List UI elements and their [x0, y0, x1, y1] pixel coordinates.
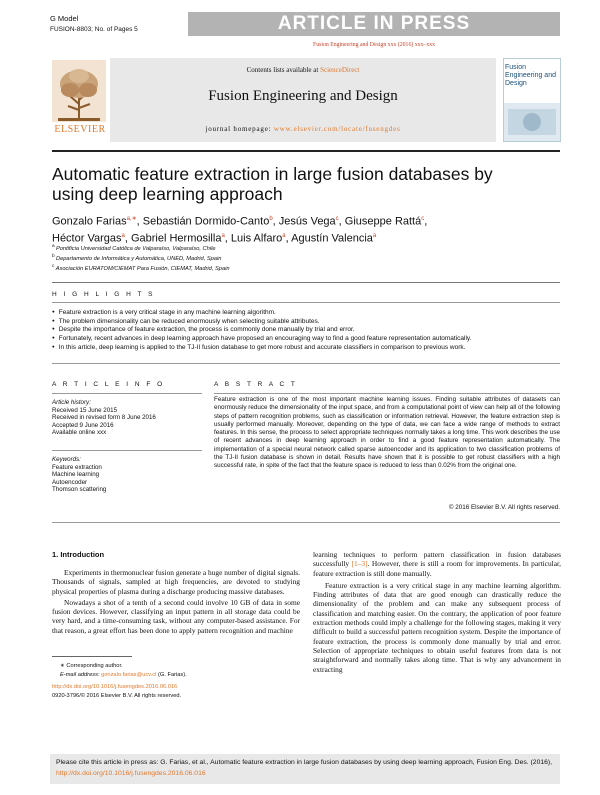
highlights-heading: H I G H L I G H T S — [52, 291, 156, 298]
history-item: Accepted 9 June 2016 — [52, 421, 114, 429]
author-affiliation-marker[interactable]: a — [282, 232, 286, 239]
highlight-item: ● In this article, deep learning is applied to the TJ-II fusion database to get more robust and accurate classifiers in comparison to previous work. — [52, 344, 562, 353]
author-name: Sebastián Dormido-Canto — [142, 215, 270, 228]
email-suffix: (G. Farias). — [156, 671, 187, 678]
body-right-column — [313, 550, 561, 674]
keyword-item: Machine learning — [52, 471, 100, 479]
affiliation-text: Pontificia Universidad Católica de Valparaíso, Valparaíso, Chile — [55, 245, 216, 252]
author-affiliation-marker[interactable]: a — [121, 232, 125, 239]
author-name: Giuseppe Rattá — [344, 215, 422, 228]
affiliation — [52, 263, 502, 273]
affiliations — [52, 243, 502, 273]
abstract-bottom-rule — [52, 522, 560, 523]
g-model-label: G Model — [50, 14, 79, 23]
author-separator: , — [424, 215, 428, 228]
author-separator: , — [224, 232, 231, 245]
affiliation-marker: a — [52, 244, 56, 249]
doi-link[interactable]: http://dx.doi.org/10.1016/j.fusengdes.2016.06.016 — [52, 684, 178, 691]
paragraph-text: . However, there is still a room for improvements. In particular, feature extraction is still done manually. — [313, 559, 561, 578]
body-left-column — [52, 568, 300, 635]
keyword-item: Feature extraction — [52, 463, 102, 471]
abstract-rule — [214, 393, 560, 394]
section-heading-introduction: 1. Introduction — [52, 550, 105, 559]
homepage-line — [110, 125, 496, 133]
highlight-item: ● Feature extraction is a very critical stage in any machine learning algorithm. — [52, 309, 562, 318]
highlights-bottom-rule — [52, 363, 560, 364]
body-paragraph — [313, 550, 561, 578]
author-separator: , — [285, 232, 292, 245]
body-paragraph: Feature extraction is a very critical stage in any machine learning algorithm. Finding attributes of data that are good enough can drastically reduce the dimensionality of the problem and can make any subsequent process of classification and matching easier. On the contrary, the application of poor feature extraction methods could imply a challenge for the following stages, making it very difficult to build a successful pattern recognition system. Despite the importance of feature extraction, the process is commonly done manually by trial and error. Selection of appropriate techniques to obtain useful features from data is not straightforward and normally takes along time. That is why any advancement in extracting — [313, 580, 561, 674]
author-separator: , — [338, 215, 345, 228]
author-affiliation-marker[interactable]: c — [335, 216, 339, 222]
keyword-item: Autoencoder — [52, 478, 88, 486]
author-name: Gabriel Hermosilla — [130, 232, 222, 245]
highlight-item: ● The problem dimensionality can be reduced enormously when selecting suitable attributes. — [52, 318, 562, 327]
email-label: E-mail address: — [60, 671, 102, 678]
history-rule — [52, 450, 202, 451]
author-affiliation-marker[interactable]: a,∗ — [126, 216, 137, 222]
article-history — [52, 399, 202, 437]
affiliation-text: Departamento de Informática y Automática, UNED, Madrid, Spain — [55, 255, 222, 262]
abstract-heading: A B S T R A C T — [214, 381, 298, 388]
reference-link[interactable]: [1–3] — [351, 559, 368, 569]
keywords — [52, 456, 202, 494]
highlights-list — [52, 309, 562, 353]
authors-line-1 — [52, 212, 522, 229]
citation-doi-link[interactable]: http://dx.doi.org/10.1016/j.fusengdes.2016.06.016 — [56, 770, 206, 777]
article-info-heading: A R T I C L E I N F O — [52, 381, 165, 388]
email-link[interactable]: gonzalo.farias@ucv.cl — [101, 671, 157, 678]
author-name: Luis Alfaro — [230, 232, 283, 245]
affiliation — [52, 253, 502, 263]
author-list — [52, 212, 522, 245]
article-in-press-banner: ARTICLE IN PRESS — [188, 12, 560, 36]
author-separator: , — [136, 215, 143, 228]
keywords-label: Keywords: — [52, 456, 81, 463]
issn-line: 0920-3796/© 2016 Elsevier B.V. All rights reserved. — [52, 692, 182, 699]
paragraph-text: learning techniques to perform pattern classification in fusion databases successfully — [313, 550, 561, 569]
affiliation-marker: b — [52, 254, 56, 260]
cover-title: Fusion Engineering and Design — [505, 64, 556, 87]
footnote — [52, 662, 300, 700]
elsevier-wordmark: ELSEVIER — [54, 124, 106, 135]
author-name: Agustín Valencia — [291, 232, 373, 245]
body-paragraph: Experiments in thermonuclear fusion generate a huge number of digital signals. Thousands of signals, sampled at high frequencies, are devoted to studying physical properties of plasma during a discharge producing massive databases. — [52, 568, 300, 596]
contents-line — [110, 66, 496, 74]
contents-prefix: Contents lists available at — [246, 66, 321, 74]
journal-reference[interactable]: Fusion Engineering and Design xxx (2016) xxx–xxx — [312, 42, 436, 48]
author-affiliation-marker[interactable]: b — [269, 216, 273, 222]
email-line — [52, 671, 300, 680]
author-separator: , — [272, 215, 279, 228]
author-separator: , — [124, 232, 131, 245]
affiliation-marker: c — [52, 264, 56, 270]
author-name: Jesús Vega — [278, 215, 336, 228]
citation-prefix: Please cite this article in press as: G. Farias, et al., Automatic feature extraction in large fusion databases by using deep learning approach, Fusion Eng. Des. (2016), — [56, 759, 553, 766]
affiliation — [52, 243, 502, 253]
history-item: Received 15 June 2015 — [52, 406, 118, 414]
paper-title: Automatic feature extraction in large fusion databases by using deep learning approach — [52, 164, 493, 204]
author-affiliation-marker[interactable]: a — [221, 232, 225, 239]
article-info-rule — [52, 393, 202, 394]
author-affiliation-marker[interactable]: c — [421, 216, 425, 222]
highlight-item: ● Fortunately, recent advances in deep learning approach have proposed an encouraging way to find a good feature representation automatically. — [52, 335, 562, 344]
citation-text — [56, 757, 556, 779]
article-code: FUSION-8803; No. of Pages 5 — [50, 26, 138, 33]
sciencedirect-link[interactable]: ScienceDirect — [320, 66, 360, 74]
homepage-prefix: journal homepage: — [205, 125, 274, 133]
highlights-top-rule — [52, 282, 560, 283]
journal-name: Fusion Engineering and Design — [208, 88, 398, 104]
keyword-item: Thomson scattering — [52, 486, 107, 494]
body-paragraph: Nowadays a shot of a tenth of a second could involve 10 GB of data in some fusion devices. However, classifying an input pattern in all storage data could be very hard, and a time-consuming task, without any computer-based assistance. For that reason, a great effort has been done to apply pattern recognition and machine — [52, 597, 300, 635]
history-label: Article history: — [52, 399, 91, 406]
author-affiliation-marker[interactable]: a — [372, 232, 377, 239]
affiliation-text: Asociación EURATOM/CIEMAT Para Fusión, CIEMAT, Madrid, Spain — [55, 266, 230, 273]
highlights-rule — [52, 302, 560, 303]
highlight-item: ● Despite the importance of feature extraction, the process is commonly done manually by trial and error. — [52, 326, 562, 335]
author-name: Héctor Vargas — [52, 232, 122, 245]
history-item: Available online xxx — [52, 429, 107, 437]
homepage-link[interactable]: www.elsevier.com/locate/fusengdes — [273, 125, 401, 133]
header-rule — [52, 150, 560, 152]
history-item: Received in revised form 8 June 2016 — [52, 414, 156, 422]
footnote-rule — [52, 656, 132, 657]
abstract-copyright: © 2016 Elsevier B.V. All rights reserved. — [448, 504, 560, 511]
abstract-text: Feature extraction is one of the most important machine learning issues. Finding suitable attributes of datasets can enormously reduce the dimensionality of the input space, and from a computational point of view can help all of the following steps of pattern recognition problems, such as classification or information retrieval. However, the feature extraction step is usually performed manually. Moreover, depending on the type of data, we can face a wide range of methods to extract features. In this sense, the process to select appropriate techniques normally takes a long time. This work describes the use of recent advances in deep learning approach in order to find a good feature representation automatically. The implementation of a special neural network called sparse autoencoder and its application to two classification problems of the TJ-II fusion database is shown in detail. Results have shown that it is possible to get robust classifiers with a high successful rate, in spite of the fact that the feature space is reduced to less than 0.02% from the original one. — [214, 396, 560, 469]
author-name: Gonzalo Farias — [52, 215, 127, 228]
corresponding-author-note: ∗ Corresponding author. — [60, 663, 123, 669]
